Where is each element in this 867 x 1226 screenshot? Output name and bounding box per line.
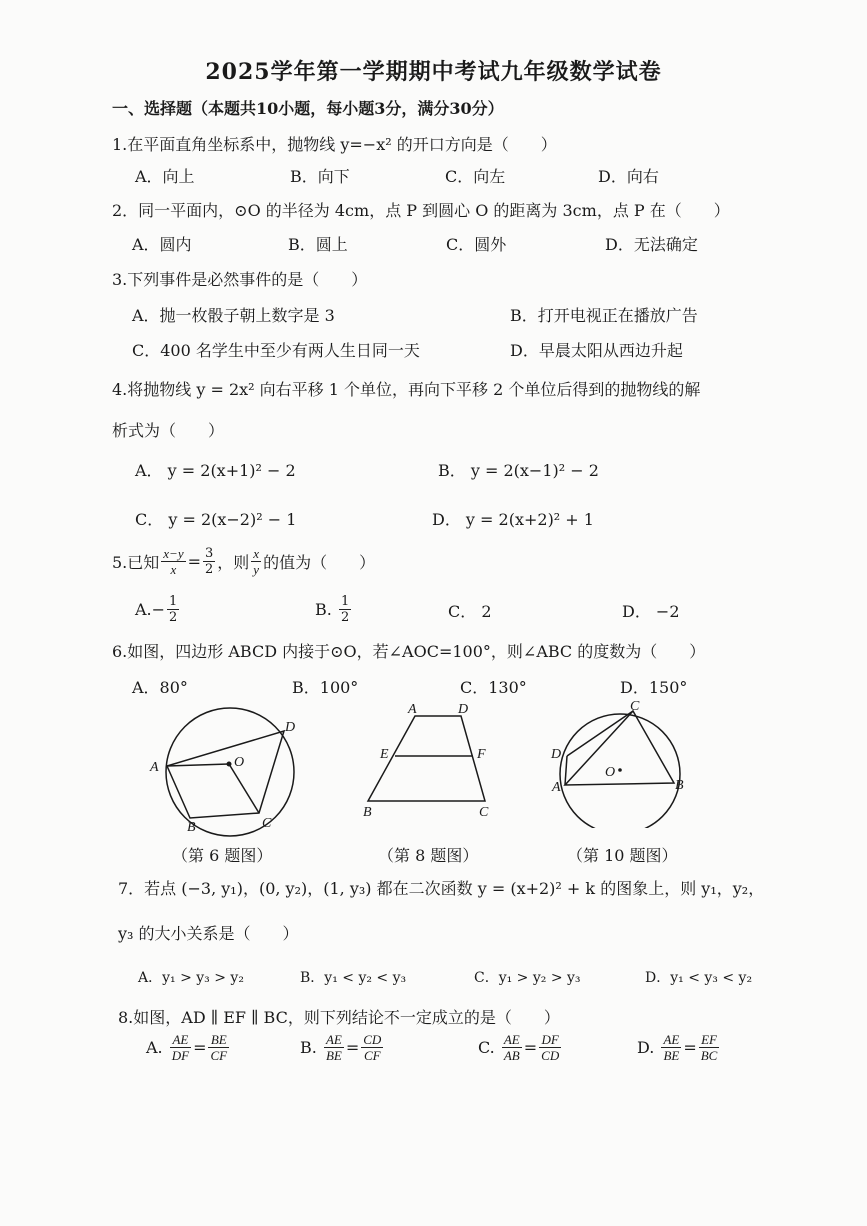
question-1-stem: 1.在平面直角坐标系中，抛物线 y=−x² 的开口方向是（ ） <box>112 135 557 154</box>
fig6-label-a: A <box>150 760 159 775</box>
fig6-center-dot <box>227 762 232 767</box>
q6-option-c: C．130° <box>460 678 527 697</box>
q1-option-d: D．向右 <box>598 167 659 186</box>
fig6-label-d: D <box>285 720 296 735</box>
q1-option-b: B．向下 <box>290 167 350 186</box>
fig10-label-d: D <box>551 747 562 762</box>
q7-option-b: B．y₁ < y₂ < y₃ <box>300 970 407 986</box>
fig8-label-f: F <box>477 747 486 762</box>
q5-fraction-ask: $\frac{x}{y}$ <box>253 546 260 577</box>
fig10-center-dot <box>618 768 622 772</box>
fig10-label-a: A <box>552 780 561 795</box>
q2-option-a: A．圆内 <box>132 235 192 254</box>
fig6-label-c: C <box>262 816 272 831</box>
q5-option-a: A. − $\frac{1}{2}$ <box>135 594 178 625</box>
fig10-triangle <box>565 711 674 785</box>
fig10-label-b: B <box>675 778 684 793</box>
fig8-label-e: E <box>380 747 389 762</box>
q6-option-b: B．100° <box>292 678 359 697</box>
q3-option-d: D．早晨太阳从西边升起 <box>510 341 683 360</box>
q2-option-b: B．圆上 <box>288 235 348 254</box>
figure-8-diagram <box>355 698 505 828</box>
q7-option-d: D．y₁ < y₃ < y₂ <box>645 970 753 986</box>
fig6-label-b: B <box>187 820 196 835</box>
section-heading: 一、选择题（本题共10小题，每小题3分，满分30分） <box>112 99 504 118</box>
q5-pre: 5.已知 <box>112 553 160 572</box>
q8-option-c: C. $\frac{AE}{AB}$ = $\frac{DF}{CD}$ <box>478 1032 560 1063</box>
q5-option-b: B. $\frac{1}{2}$ <box>315 594 350 625</box>
q3-option-c: C．400 名学生中至少有两人生日同一天 <box>132 341 420 360</box>
fig8-label-c: C <box>479 805 489 820</box>
q5-fraction-value: $\frac{3}{2}$ <box>205 546 214 577</box>
q2-option-c: C．圆外 <box>446 235 507 254</box>
fig8-label-b: B <box>363 805 372 820</box>
q5-option-d: D． −2 <box>622 602 680 621</box>
question-6-stem: 6.如图，四边形 ABCD 内接于⊙O，若∠AOC=100°，则∠ABC 的度数为（ ） <box>112 642 706 661</box>
fig10-label-c: C <box>630 699 640 714</box>
fig10-label-o: O <box>605 765 616 780</box>
q4-option-b: B． y = 2(x−1)² − 2 <box>438 461 599 480</box>
fig6-quadrilateral <box>167 731 284 818</box>
fig8-label-a: A <box>408 702 417 717</box>
q5-option-c: C． 2 <box>448 602 492 621</box>
q8-option-b: B. $\frac{AE}{BE}$ = $\frac{CD}{CF}$ <box>300 1032 382 1063</box>
q6-option-a: A．80° <box>132 678 188 697</box>
question-2-stem: 2．同一平面内，⊙O 的半径为 4cm，点 P 到圆心 O 的距离为 3cm，点 P 在（ ） <box>112 201 730 220</box>
q8-option-a: A. $\frac{AE}{DF}$ = $\frac{BE}{CF}$ <box>146 1032 228 1063</box>
figure-8-caption: （第 8 题图） <box>378 846 479 865</box>
figure-6-caption: （第 6 题图） <box>172 846 273 865</box>
q3-option-a: A．抛一枚骰子朝上数字是 3 <box>132 306 335 325</box>
question-3-stem: 3.下列事件是必然事件的是（ ） <box>112 270 368 289</box>
q1-option-a: A．向上 <box>135 167 195 186</box>
question-7-stem-line2: y₃ 的大小关系是（ ） <box>118 924 299 943</box>
q6-option-d: D．150° <box>620 678 688 697</box>
figure-10-diagram <box>545 698 695 828</box>
q8-option-d: D. $\frac{AE}{BE}$ = $\frac{EF}{BC}$ <box>637 1032 718 1063</box>
question-8-stem: 8.如图，AD ∥ EF ∥ BC，则下列结论不一定成立的是（ ） <box>118 1008 560 1027</box>
figure-6-diagram <box>140 700 310 840</box>
q7-option-a: A．y₁ > y₃ > y₂ <box>138 970 244 986</box>
question-5-stem: 5.已知 $\frac{x-y}{x}$ = $\frac{3}{2}$ ，则 $\frac{x}{y}$ 的值为（ ） <box>112 546 376 577</box>
fig8-label-d: D <box>458 702 469 717</box>
fig6-label-o: O <box>234 755 245 770</box>
page-title: 2025学年第一学期期中考试九年级数学试卷 <box>205 59 662 85</box>
question-4-stem-line2: 析式为（ ） <box>112 421 225 440</box>
figure-10-caption: （第 10 题图） <box>567 846 678 865</box>
q4-option-a: A． y = 2(x+1)² − 2 <box>135 461 296 480</box>
q4-option-d: D． y = 2(x+2)² + 1 <box>432 510 594 529</box>
question-4-stem-line1: 4.将抛物线 y = 2x² 向右平移 1 个单位，再向下平移 2 个单位后得到的抛物线的解 <box>112 380 701 399</box>
q7-option-c: C．y₁ > y₂ > y₃ <box>474 970 581 986</box>
q5-fraction-given: $\frac{x-y}{x}$ <box>163 546 184 577</box>
q1-option-c: C．向左 <box>445 167 506 186</box>
q3-option-b: B．打开电视正在播放广告 <box>510 306 698 325</box>
q2-option-d: D．无法确定 <box>605 235 698 254</box>
question-7-stem-line1: 7．若点 (−3, y₁)，(0, y₂)，(1, y₃) 都在二次函数 y = (x+2)² + k 的图象上，则 y₁，y₂， <box>118 879 765 898</box>
fig6-circle <box>166 708 294 836</box>
q4-option-c: C． y = 2(x−2)² − 1 <box>135 510 297 529</box>
